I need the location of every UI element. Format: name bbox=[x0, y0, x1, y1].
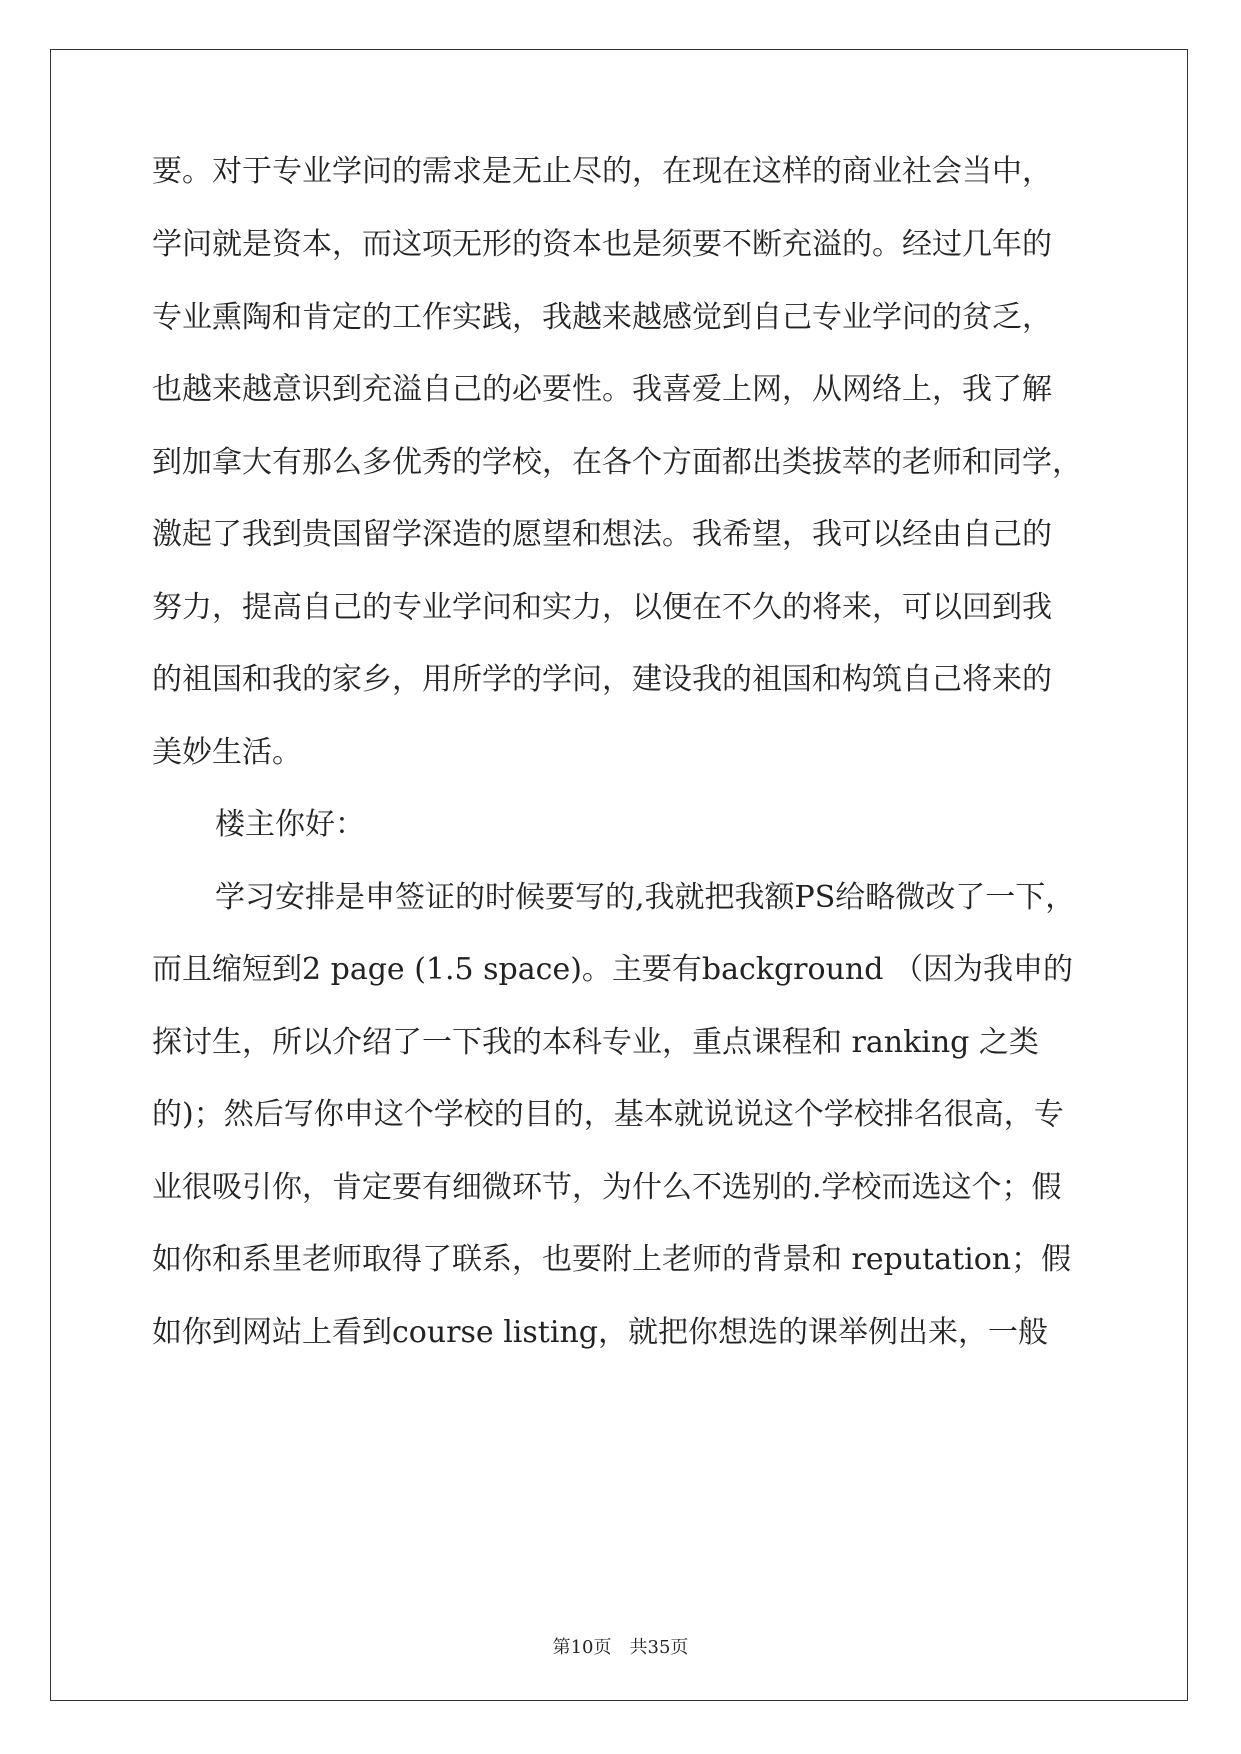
text-line: 而且缩短到2 page (1.5 space)。主要有background （因为我申的 bbox=[152, 952, 1073, 987]
text-line: 业很吸引你，肯定要有细微环节，为什么不选别的.学校而选这个；假 bbox=[152, 1170, 1062, 1205]
text-line: 努力，提高自己的专业学问和实力，以便在不久的将来，可以回到我 bbox=[152, 590, 1052, 625]
text-line: 如你和系里老师取得了联系，也要附上老师的背景和 reputation；假 bbox=[152, 1242, 1072, 1277]
text-line: 也越来越意识到充溢自己的必要性。我喜爱上网，从网络上，我了解 bbox=[152, 372, 1052, 407]
text-line: 要。对于专业学问的需求是无止尽的，在现在这样的商业社会当中， bbox=[152, 154, 1052, 189]
text-line: 的)；然后写你申这个学校的目的，基本就说说这个学校排名很高，专 bbox=[152, 1097, 1064, 1132]
text-line: 到加拿大有那么多优秀的学校，在各个方面都出类拔萃的老师和同学， bbox=[152, 445, 1082, 480]
text-line: 的祖国和我的家乡，用所学的学问，建设我的祖国和构筑自己将来的 bbox=[152, 662, 1052, 697]
text-line: 激起了我到贵国留学深造的愿望和想法。我希望，我可以经由自己的 bbox=[152, 517, 1052, 552]
text-line: 学问就是资本，而这项无形的资本也是须要不断充溢的。经过几年的 bbox=[152, 227, 1052, 262]
text-line: 如你到网站上看到course listing，就把你想选的课举例出来，一般 bbox=[152, 1315, 1048, 1350]
text-line: 专业熏陶和肯定的工作实践，我越来越感觉到自己专业学问的贫乏， bbox=[152, 300, 1052, 335]
page-number-footer: 第10页 共35页 bbox=[552, 1637, 689, 1658]
page-border bbox=[50, 49, 1188, 1701]
text-line: 探讨生，所以介绍了一下我的本科专业，重点课程和 ranking 之类 bbox=[152, 1025, 1039, 1060]
greeting-line: 楼主你好： bbox=[215, 807, 365, 842]
text-line: 美妙生活。 bbox=[152, 735, 302, 770]
text-line: 学习安排是申签证的时候要写的,我就把我额PS给略微改了一下， bbox=[215, 880, 1076, 915]
